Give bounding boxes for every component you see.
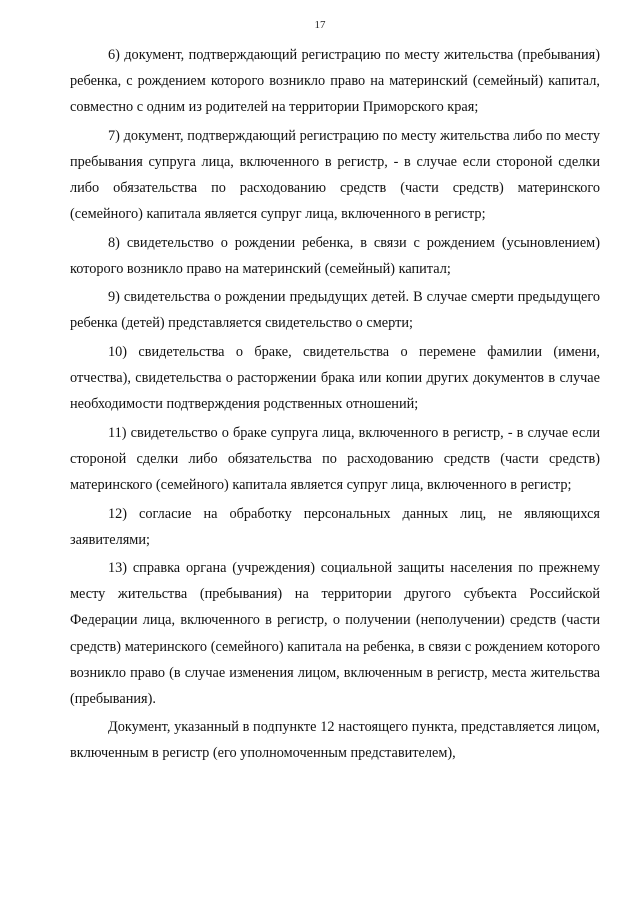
paragraph-item-6: 6) документ, подтверждающий регистрацию по месту жительства (пребывания) ребенка, с рождением которого возникло право на материнский (семейный) капитал, совместно с одним из родителей на территории Приморского края; bbox=[70, 47, 600, 116]
page-number: 17 bbox=[314, 19, 326, 31]
paragraph-closing-note: Документ, указанный в подпункте 12 настоящего пункта, представляется лицом, включенным в регистр (его уполномоченным представителем), bbox=[70, 719, 600, 762]
paragraph-item-11: 11) свидетельство о браке супруга лица, включенного в регистр, - в случае если стороной сделки либо обязательства по расходованию средств (части средств) материнского (семейного) капитала является супруг лица, включенного в регистр; bbox=[70, 424, 600, 493]
paragraph-item-9: 9) свидетельства о рождении предыдущих детей. В случае смерти предыдущего ребенка (детей) представляется свидетельство о смерти; bbox=[70, 289, 600, 332]
paragraph-item-12: 12) согласие на обработку персональных данных лиц, не являющихся заявителями; bbox=[70, 505, 600, 548]
paragraph-item-7: 7) документ, подтверждающий регистрацию по месту жительства либо по месту пребывания супруга лица, включенного в регистр, - в случае если стороной сделки либо обязательства по расходованию средств (части средств) материнского (семейного) капитала является супруг лица, включенного в регистр; bbox=[70, 127, 600, 223]
document-body bbox=[70, 42, 600, 767]
paragraph-item-13: 13) справка органа (учреждения) социальной защиты населения по прежнему месту жительства (пребывания) на территории другого субъекта Российской Федерации лица, включенного в регистр, о получении (неполучении) средств (части средств) материнского (семейного) капитала на ребенка, в связи с рождением которого возникло право (в случае изменения лицом, включенным в регистр, места жительства (пребывания). bbox=[70, 560, 600, 707]
paragraph-item-10: 10) свидетельства о браке, свидетельства о перемене фамилии (имени, отчества), свидетельства о расторжении брака или копии других документов в случае необходимости подтверждения родственных отношений; bbox=[70, 344, 600, 413]
paragraph-item-8: 8) свидетельство о рождении ребенка, в связи с рождением (усыновлением) которого возникло право на материнский (семейный) капитал; bbox=[70, 234, 600, 277]
